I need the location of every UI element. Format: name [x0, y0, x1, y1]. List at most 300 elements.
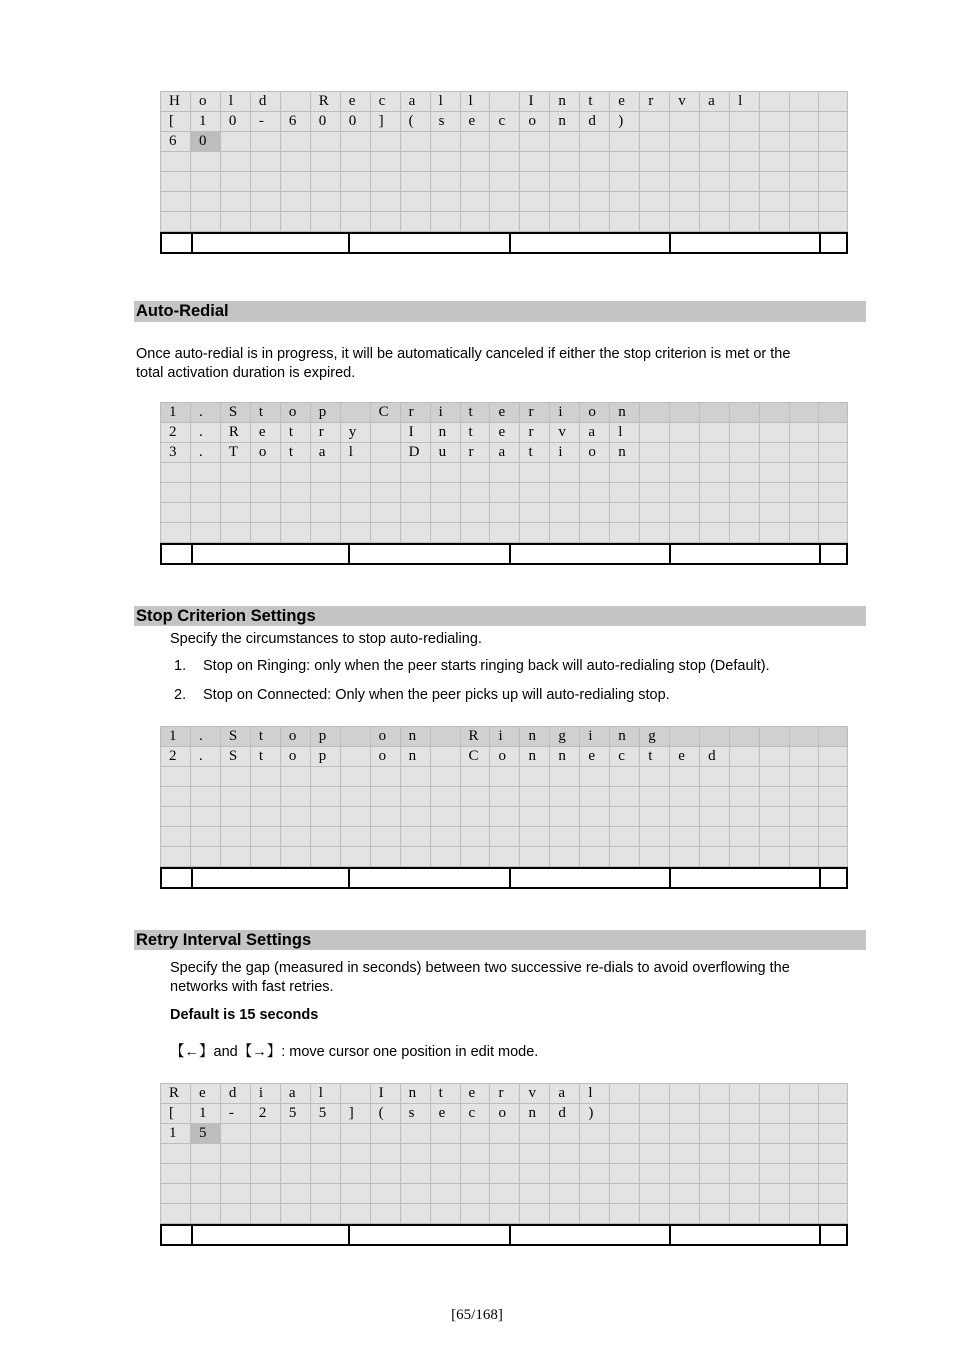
lcd-cell	[700, 1164, 730, 1184]
lcd-cell: i	[251, 1084, 281, 1104]
lcd-cell	[550, 483, 580, 503]
lcd-screen-auto-redial-menu	[160, 402, 848, 565]
lcd-cell: d	[700, 747, 730, 767]
lcd-cell	[371, 787, 401, 807]
lcd-cell	[640, 827, 670, 847]
softkey-slot[interactable]	[193, 545, 350, 563]
lcd-cell	[311, 1144, 341, 1164]
lcd-cell	[550, 1184, 580, 1204]
paragraph-line: Once auto-redial is in progress, it will be automatically canceled if either the stop criterion is met or the	[136, 346, 791, 362]
softkey-slot[interactable]	[511, 545, 671, 563]
lcd-cell: o	[281, 747, 311, 767]
lcd-row	[161, 132, 848, 152]
lcd-cell: I	[401, 423, 431, 443]
lcd-cell	[700, 1144, 730, 1164]
lcd-cell	[191, 463, 221, 483]
lcd-cell	[730, 503, 760, 523]
lcd-cell	[401, 463, 431, 483]
lcd-cell	[550, 152, 580, 172]
lcd-cell	[819, 503, 848, 523]
lcd-cell	[401, 1184, 431, 1204]
lcd-row	[161, 1104, 848, 1124]
lcd-cell	[461, 1204, 491, 1224]
lcd-cell	[640, 1124, 670, 1144]
lcd-cell	[401, 172, 431, 192]
lcd-cell	[819, 1184, 848, 1204]
lcd-cell	[760, 152, 790, 172]
lcd-cell	[161, 1184, 191, 1204]
lcd-cell	[490, 172, 520, 192]
lcd-cell	[760, 192, 790, 212]
lcd-cell: e	[670, 747, 700, 767]
lcd-cell: 5	[281, 1104, 311, 1124]
lcd-cell: -	[251, 112, 281, 132]
lcd-cell	[610, 503, 640, 523]
lcd-cell	[341, 483, 371, 503]
lcd-cell	[161, 172, 191, 192]
lcd-cell	[520, 847, 550, 867]
lcd-cell: r	[520, 403, 550, 423]
lcd-cell	[401, 1204, 431, 1224]
lcd-cell	[311, 132, 341, 152]
lcd-cell	[670, 152, 700, 172]
lcd-cell	[730, 847, 760, 867]
softkey-slot[interactable]	[671, 869, 821, 887]
softkey-slot[interactable]	[511, 1226, 671, 1244]
lcd-cell: (	[401, 112, 431, 132]
lcd-cell	[191, 483, 221, 503]
lcd-cell	[401, 523, 431, 543]
lcd-cell: l	[730, 92, 760, 112]
lcd-cell	[580, 172, 610, 192]
lcd-cell: [	[161, 1104, 191, 1124]
lcd-cell: l	[431, 92, 461, 112]
softkey-slot[interactable]	[162, 234, 193, 252]
lcd-row	[161, 847, 848, 867]
lcd-cell	[760, 727, 790, 747]
lcd-cell	[610, 827, 640, 847]
softkey-bar	[160, 543, 848, 565]
lcd-cell: r	[311, 423, 341, 443]
lcd-cell	[191, 767, 221, 787]
lcd-rows	[160, 402, 848, 543]
lcd-cell	[431, 463, 461, 483]
section-title: Auto-Redial	[136, 301, 233, 322]
lcd-cell	[281, 212, 311, 232]
lcd-cell	[161, 827, 191, 847]
lcd-cell	[461, 1184, 491, 1204]
lcd-cell: a	[580, 423, 610, 443]
lcd-cell	[221, 503, 251, 523]
lcd-cell: o	[520, 112, 550, 132]
lcd-cell: a	[401, 92, 431, 112]
lcd-cell	[790, 403, 819, 423]
lcd-cell	[760, 92, 790, 112]
lcd-cell	[490, 827, 520, 847]
lcd-cell	[520, 192, 550, 212]
lcd-cell	[431, 1164, 461, 1184]
lcd-cell	[520, 463, 550, 483]
softkey-slot[interactable]	[162, 545, 193, 563]
lcd-rows	[160, 1083, 848, 1224]
lcd-cell	[790, 503, 819, 523]
lcd-cell	[281, 767, 311, 787]
lcd-cell	[341, 1144, 371, 1164]
softkey-slot[interactable]	[162, 869, 193, 887]
lcd-cell	[580, 1204, 610, 1224]
list-text: Stop on Connected: Only when the peer picks up will auto-redialing stop.	[203, 687, 670, 703]
lcd-cell	[311, 1124, 341, 1144]
lcd-cell	[221, 1164, 251, 1184]
lcd-cell	[341, 827, 371, 847]
lcd-cell	[760, 1084, 790, 1104]
softkey-slot[interactable]	[821, 1226, 846, 1244]
lcd-cell	[191, 807, 221, 827]
lcd-cell	[730, 132, 760, 152]
lcd-cell	[401, 483, 431, 503]
lcd-cell	[670, 1084, 700, 1104]
lcd-cell	[700, 403, 730, 423]
lcd-cell	[700, 827, 730, 847]
lcd-cell	[371, 483, 401, 503]
lcd-cell: o	[490, 747, 520, 767]
lcd-row	[161, 1164, 848, 1184]
lcd-cell	[550, 212, 580, 232]
lcd-cell: e	[490, 403, 520, 423]
lcd-cell: i	[550, 443, 580, 463]
lcd-cell	[311, 523, 341, 543]
lcd-cell	[550, 1204, 580, 1224]
lcd-cell	[461, 463, 491, 483]
lcd-cell	[520, 172, 550, 192]
lcd-cell	[431, 747, 461, 767]
lcd-cell	[760, 807, 790, 827]
lcd-cell	[431, 152, 461, 172]
lcd-cell	[610, 767, 640, 787]
lcd-cell	[401, 827, 431, 847]
lcd-cell	[490, 212, 520, 232]
lcd-cell	[311, 212, 341, 232]
lcd-cell	[401, 807, 431, 827]
retry-interval-description	[170, 959, 790, 997]
lcd-cell	[461, 827, 491, 847]
softkey-slot[interactable]	[350, 545, 511, 563]
lcd-cell: i	[431, 403, 461, 423]
lcd-cell	[520, 1124, 550, 1144]
lcd-cell	[161, 807, 191, 827]
lcd-cell	[640, 423, 670, 443]
softkey-slot[interactable]	[511, 234, 671, 252]
lcd-cell	[251, 503, 281, 523]
lcd-cell: R	[161, 1084, 191, 1104]
lcd-cell	[431, 1144, 461, 1164]
lcd-cell	[580, 1124, 610, 1144]
lcd-cell	[700, 112, 730, 132]
lcd-cell	[461, 152, 491, 172]
lcd-cell	[431, 212, 461, 232]
lcd-cell	[819, 827, 848, 847]
lcd-cell	[371, 192, 401, 212]
lcd-cell	[610, 152, 640, 172]
lcd-cell	[819, 112, 848, 132]
lcd-cell	[760, 1204, 790, 1224]
lcd-cell	[281, 1204, 311, 1224]
lcd-cell	[431, 503, 461, 523]
lcd-row	[161, 403, 848, 423]
lcd-cell: r	[640, 92, 670, 112]
lcd-cell	[760, 212, 790, 232]
lcd-cell: u	[431, 443, 461, 463]
cursor-keys-note: 【←】and【→】: move cursor one position in edit mode.	[170, 1044, 539, 1060]
softkey-slot[interactable]	[193, 1226, 350, 1244]
softkey-slot[interactable]	[821, 234, 846, 252]
lcd-cell	[700, 1184, 730, 1204]
lcd-cell: t	[580, 92, 610, 112]
lcd-cell	[461, 132, 491, 152]
section-header-stop-criterion	[134, 606, 866, 626]
lcd-cell: 6	[281, 112, 311, 132]
lcd-cell: o	[281, 727, 311, 747]
lcd-cell	[311, 807, 341, 827]
paragraph-line: networks with fast retries.	[170, 979, 334, 995]
lcd-cell	[790, 212, 819, 232]
lcd-cell	[161, 463, 191, 483]
lcd-cell	[520, 787, 550, 807]
lcd-cell	[221, 132, 251, 152]
lcd-cell	[730, 152, 760, 172]
lcd-cell	[640, 132, 670, 152]
lcd-cell: o	[251, 443, 281, 463]
lcd-cell	[490, 1124, 520, 1144]
lcd-cell	[371, 443, 401, 463]
lcd-cell	[461, 847, 491, 867]
lcd-cell	[311, 483, 341, 503]
lcd-cell	[431, 787, 461, 807]
lcd-cell: n	[610, 403, 640, 423]
lcd-cell	[700, 212, 730, 232]
lcd-cell	[431, 483, 461, 503]
lcd-cell	[610, 1084, 640, 1104]
lcd-cell	[281, 807, 311, 827]
lcd-cell	[760, 132, 790, 152]
lcd-cell: t	[251, 403, 281, 423]
lcd-cell	[251, 1124, 281, 1144]
lcd-cell	[670, 1104, 700, 1124]
lcd-cell	[819, 1204, 848, 1224]
lcd-cell	[221, 847, 251, 867]
lcd-cell: I	[520, 92, 550, 112]
lcd-cell: R	[461, 727, 491, 747]
softkey-slot[interactable]	[350, 1226, 511, 1244]
softkey-bar	[160, 867, 848, 889]
lcd-cell	[790, 1164, 819, 1184]
lcd-cell: C	[461, 747, 491, 767]
lcd-cell	[520, 827, 550, 847]
lcd-cell: t	[281, 443, 311, 463]
lcd-cell	[281, 1124, 311, 1144]
lcd-cell	[790, 112, 819, 132]
lcd-cell	[281, 1184, 311, 1204]
lcd-cell: n	[520, 1104, 550, 1124]
lcd-cell: l	[341, 443, 371, 463]
lcd-cell	[640, 1144, 670, 1164]
lcd-cell	[730, 827, 760, 847]
lcd-cell	[700, 443, 730, 463]
lcd-cell	[580, 1164, 610, 1184]
softkey-slot[interactable]	[821, 869, 846, 887]
lcd-cell	[461, 192, 491, 212]
lcd-cell	[490, 523, 520, 543]
lcd-cell	[281, 172, 311, 192]
lcd-cell	[610, 1184, 640, 1204]
lcd-row	[161, 1204, 848, 1224]
lcd-cell	[371, 132, 401, 152]
lcd-cell	[640, 152, 670, 172]
lcd-cell: o	[371, 747, 401, 767]
lcd-cell: 0	[221, 112, 251, 132]
softkey-slot[interactable]	[193, 234, 350, 252]
lcd-cell	[341, 847, 371, 867]
softkey-slot[interactable]	[511, 869, 671, 887]
lcd-cell: v	[550, 423, 580, 443]
lcd-cell: r	[461, 443, 491, 463]
lcd-cell	[670, 727, 700, 747]
lcd-cell	[640, 787, 670, 807]
lcd-cell	[790, 787, 819, 807]
lcd-cell	[790, 1084, 819, 1104]
list-number: 1.	[174, 658, 187, 674]
lcd-cell: S	[221, 403, 251, 423]
lcd-cell	[311, 1204, 341, 1224]
lcd-cell: 2	[161, 423, 191, 443]
lcd-cell	[790, 463, 819, 483]
lcd-cell	[221, 152, 251, 172]
lcd-cell	[670, 172, 700, 192]
lcd-cell	[191, 827, 221, 847]
lcd-cell	[490, 463, 520, 483]
lcd-cell	[790, 443, 819, 463]
lcd-cell	[760, 1124, 790, 1144]
lcd-cell	[700, 172, 730, 192]
lcd-cell	[700, 152, 730, 172]
lcd-cell	[550, 1124, 580, 1144]
lcd-cell	[281, 483, 311, 503]
lcd-cell	[520, 767, 550, 787]
lcd-cell	[221, 192, 251, 212]
lcd-cell	[281, 463, 311, 483]
lcd-cell	[431, 1184, 461, 1204]
lcd-cell: 1	[161, 403, 191, 423]
lcd-cell	[819, 727, 848, 747]
lcd-cell	[760, 747, 790, 767]
lcd-cell	[371, 1144, 401, 1164]
lcd-cell	[161, 192, 191, 212]
lcd-cell	[610, 172, 640, 192]
lcd-cell	[490, 1204, 520, 1224]
softkey-slot[interactable]	[350, 234, 511, 252]
lcd-cell	[251, 483, 281, 503]
lcd-row	[161, 807, 848, 827]
lcd-cell	[730, 443, 760, 463]
lcd-cell	[730, 1124, 760, 1144]
lcd-cell	[431, 192, 461, 212]
lcd-cell	[191, 523, 221, 543]
lcd-cell: t	[281, 423, 311, 443]
lcd-cell: n	[610, 727, 640, 747]
softkey-slot[interactable]	[671, 234, 821, 252]
lcd-cell	[640, 403, 670, 423]
lcd-cell	[670, 787, 700, 807]
lcd-cell	[431, 767, 461, 787]
lcd-cell	[371, 767, 401, 787]
lcd-cell	[760, 1164, 790, 1184]
lcd-cell	[670, 523, 700, 543]
lcd-cell	[819, 523, 848, 543]
lcd-cell	[490, 787, 520, 807]
lcd-cell	[221, 172, 251, 192]
paragraph-line: total activation duration is expired.	[136, 365, 356, 381]
lcd-cell	[700, 503, 730, 523]
softkey-slot[interactable]	[162, 1226, 193, 1244]
lcd-cell	[461, 172, 491, 192]
lcd-cell	[610, 1124, 640, 1144]
lcd-screen-hold-recall	[160, 91, 848, 254]
lcd-cell: r	[401, 403, 431, 423]
softkey-slot[interactable]	[671, 545, 821, 563]
lcd-cell	[550, 523, 580, 543]
lcd-cell: ]	[371, 112, 401, 132]
lcd-cell	[341, 1184, 371, 1204]
lcd-cell	[221, 523, 251, 543]
lcd-cell	[610, 1204, 640, 1224]
softkey-slot[interactable]	[350, 869, 511, 887]
softkey-slot[interactable]	[193, 869, 350, 887]
lcd-row	[161, 1144, 848, 1164]
lcd-cell	[281, 92, 311, 112]
paragraph-line: Specify the gap (measured in seconds) between two successive re-dials to avoid overflowing the	[170, 960, 790, 976]
lcd-cell	[760, 767, 790, 787]
softkey-slot[interactable]	[671, 1226, 821, 1244]
lcd-cell	[760, 847, 790, 867]
lcd-cell: 0	[311, 112, 341, 132]
lcd-cell	[790, 847, 819, 867]
lcd-cell	[341, 192, 371, 212]
lcd-cell	[640, 463, 670, 483]
lcd-cell	[311, 192, 341, 212]
lcd-cell	[490, 807, 520, 827]
lcd-cell	[610, 132, 640, 152]
lcd-row	[161, 787, 848, 807]
lcd-row	[161, 1084, 848, 1104]
lcd-cell: l	[580, 1084, 610, 1104]
lcd-cell	[760, 463, 790, 483]
lcd-cell	[371, 212, 401, 232]
lcd-cell: .	[191, 403, 221, 423]
lcd-cell	[550, 827, 580, 847]
lcd-cell	[610, 847, 640, 867]
lcd-cell	[610, 1164, 640, 1184]
lcd-row	[161, 523, 848, 543]
lcd-cell	[640, 192, 670, 212]
lcd-cell	[401, 1124, 431, 1144]
lcd-cell: C	[371, 403, 401, 423]
lcd-cell	[760, 423, 790, 443]
softkey-slot[interactable]	[821, 545, 846, 563]
lcd-cell	[580, 503, 610, 523]
lcd-cell	[520, 132, 550, 152]
lcd-cell	[221, 787, 251, 807]
lcd-cell	[251, 807, 281, 827]
